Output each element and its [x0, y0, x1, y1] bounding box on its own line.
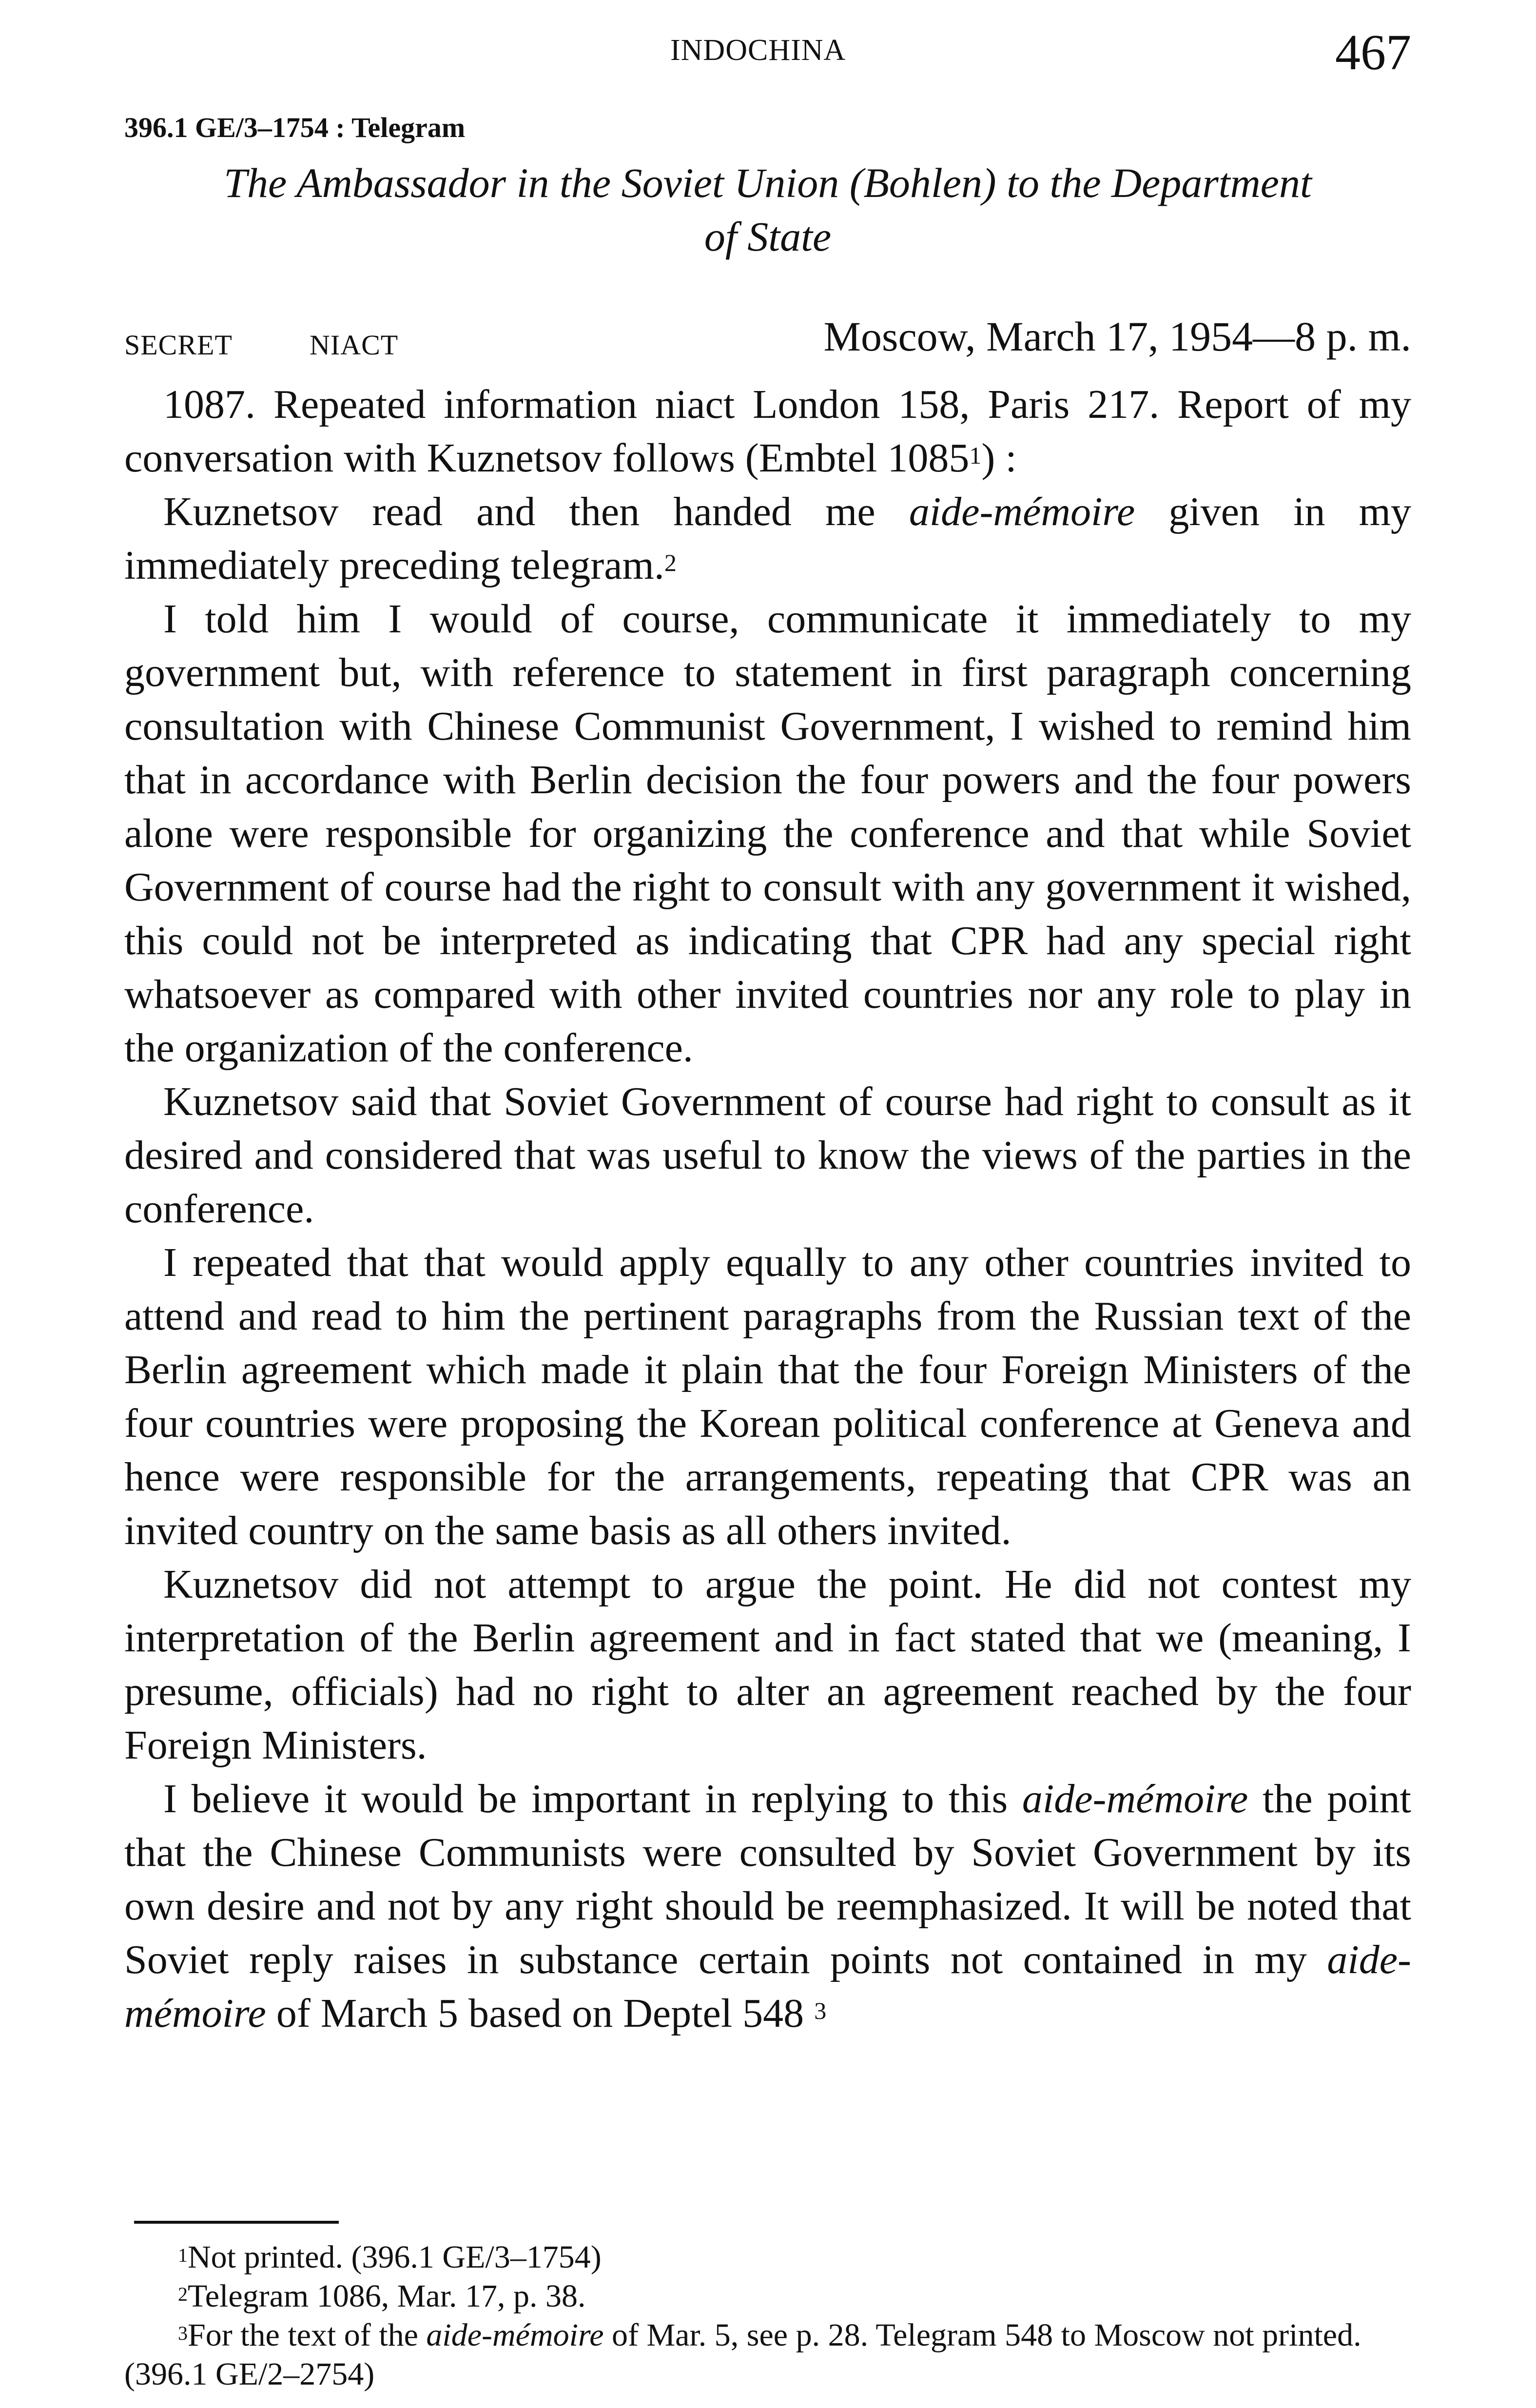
footnote-marker: 3	[814, 1997, 827, 2024]
file-reference: 396.1 GE/3–1754 : Telegram	[124, 112, 466, 143]
footnote-marker: 1	[969, 442, 982, 469]
document-page	[124, 0, 1411, 2408]
dateline: Moscow, March 17, 1954—8 p. m.	[823, 313, 1411, 360]
footnote-marker: 2	[664, 549, 677, 576]
paragraph-text: Kuznetsov read and then handed me	[163, 489, 909, 534]
italic-term: aide-mémoire	[909, 489, 1135, 534]
footnote-number: 2	[178, 2283, 188, 2305]
paragraph-text: I believe it would be important in replying to this	[163, 1776, 1022, 1821]
body-paragraph: Kuznetsov said that Soviet Government of course had right to consult as it desired and considered that was useful to know the views of the parties in the conference.	[124, 1079, 1411, 1232]
document-title	[124, 156, 1411, 263]
paragraph-text: of March 5 based on Deptel 548	[266, 1991, 804, 2036]
precedence-label: NIACT	[310, 329, 399, 361]
footnote-text: For the text of the	[188, 2317, 427, 2353]
body-paragraph	[124, 485, 1411, 592]
classification-label: SECRET	[124, 329, 233, 361]
body-paragraph: I told him I would of course, communicate it immediately to my government but, with reference to statement in first paragraph concerning consultation with Chinese Communist Government, I wished to remind him that in accordance with Berlin decision the four powers and the four powers alone were responsible for organizing the conference and that while Soviet Government of course had the right to consult with any government it wished, this could not be interpreted as indicating that CPR had any special right whatsoever as compared with other invited countries nor any role to play in the organization of the conference.	[124, 596, 1411, 1071]
telegram-meta	[124, 312, 1411, 361]
footnote	[124, 2316, 1411, 2394]
footnote-text: Telegram 1086, Mar. 17, p. 38.	[188, 2278, 586, 2314]
footnote-number: 1	[178, 2244, 188, 2266]
italic-term: aide-mémoire	[124, 1937, 1411, 2036]
footnote-divider	[134, 2221, 339, 2224]
body-paragraph	[124, 1772, 1411, 2040]
footnote-text: Not printed. (396.1 GE/3–1754)	[188, 2239, 602, 2275]
telegram-body	[124, 378, 1411, 2040]
page-number: 467	[1335, 24, 1411, 80]
footnote	[124, 2238, 1411, 2277]
paragraph-text: 1087. Repeated information niact London 158, Paris 217. Report of my conversation with Kuznetsov follows (Embtel 1085	[124, 382, 1411, 481]
body-paragraph: I repeated that that would apply equally to any other countries invited to attend and read to him the pertinent paragraphs from the Russian text of the Berlin agreement which made it plain that the four Foreign Ministers of the four countries were proposing the Korean political conference at Geneva and hence were responsible for the arrangements, repeating that CPR was an invited country on the same basis as all others invited.	[124, 1240, 1411, 1553]
footnote	[124, 2277, 1411, 2316]
italic-term: aide-mémoire	[426, 2317, 604, 2353]
footnote-number: 3	[178, 2322, 188, 2344]
paragraph-text: the point that the Chinese Communists were consulted by Soviet Government by its own desire and not by any right should be reemphasized. It will be noted that Soviet reply raises in substance certain points not contained in my	[124, 1776, 1411, 1982]
paragraph-text: ) :	[981, 435, 1017, 481]
body-paragraph	[124, 378, 1411, 485]
paragraph-text: given in my immediately preceding telegram.	[124, 489, 1411, 588]
running-header	[124, 23, 1411, 80]
footnotes	[124, 2238, 1411, 2394]
italic-term: aide-mémoire	[1022, 1776, 1248, 1821]
document-title-line: of State	[704, 213, 832, 260]
document-title-line: The Ambassador in the Soviet Union (Bohlen) to the Department	[224, 159, 1312, 206]
running-title: INDOCHINA	[670, 34, 846, 67]
footnote-text: of Mar. 5, see p. 28. Telegram 548 to Moscow not printed. (396.1 GE/2–2754)	[124, 2317, 1361, 2392]
body-paragraph: Kuznetsov did not attempt to argue the point. He did not contest my interpretation of the Berlin agreement and in fact stated that we (meaning, I presume, officials) had no right to alter an agreement reached by the four Foreign Ministers.	[124, 1562, 1411, 1768]
